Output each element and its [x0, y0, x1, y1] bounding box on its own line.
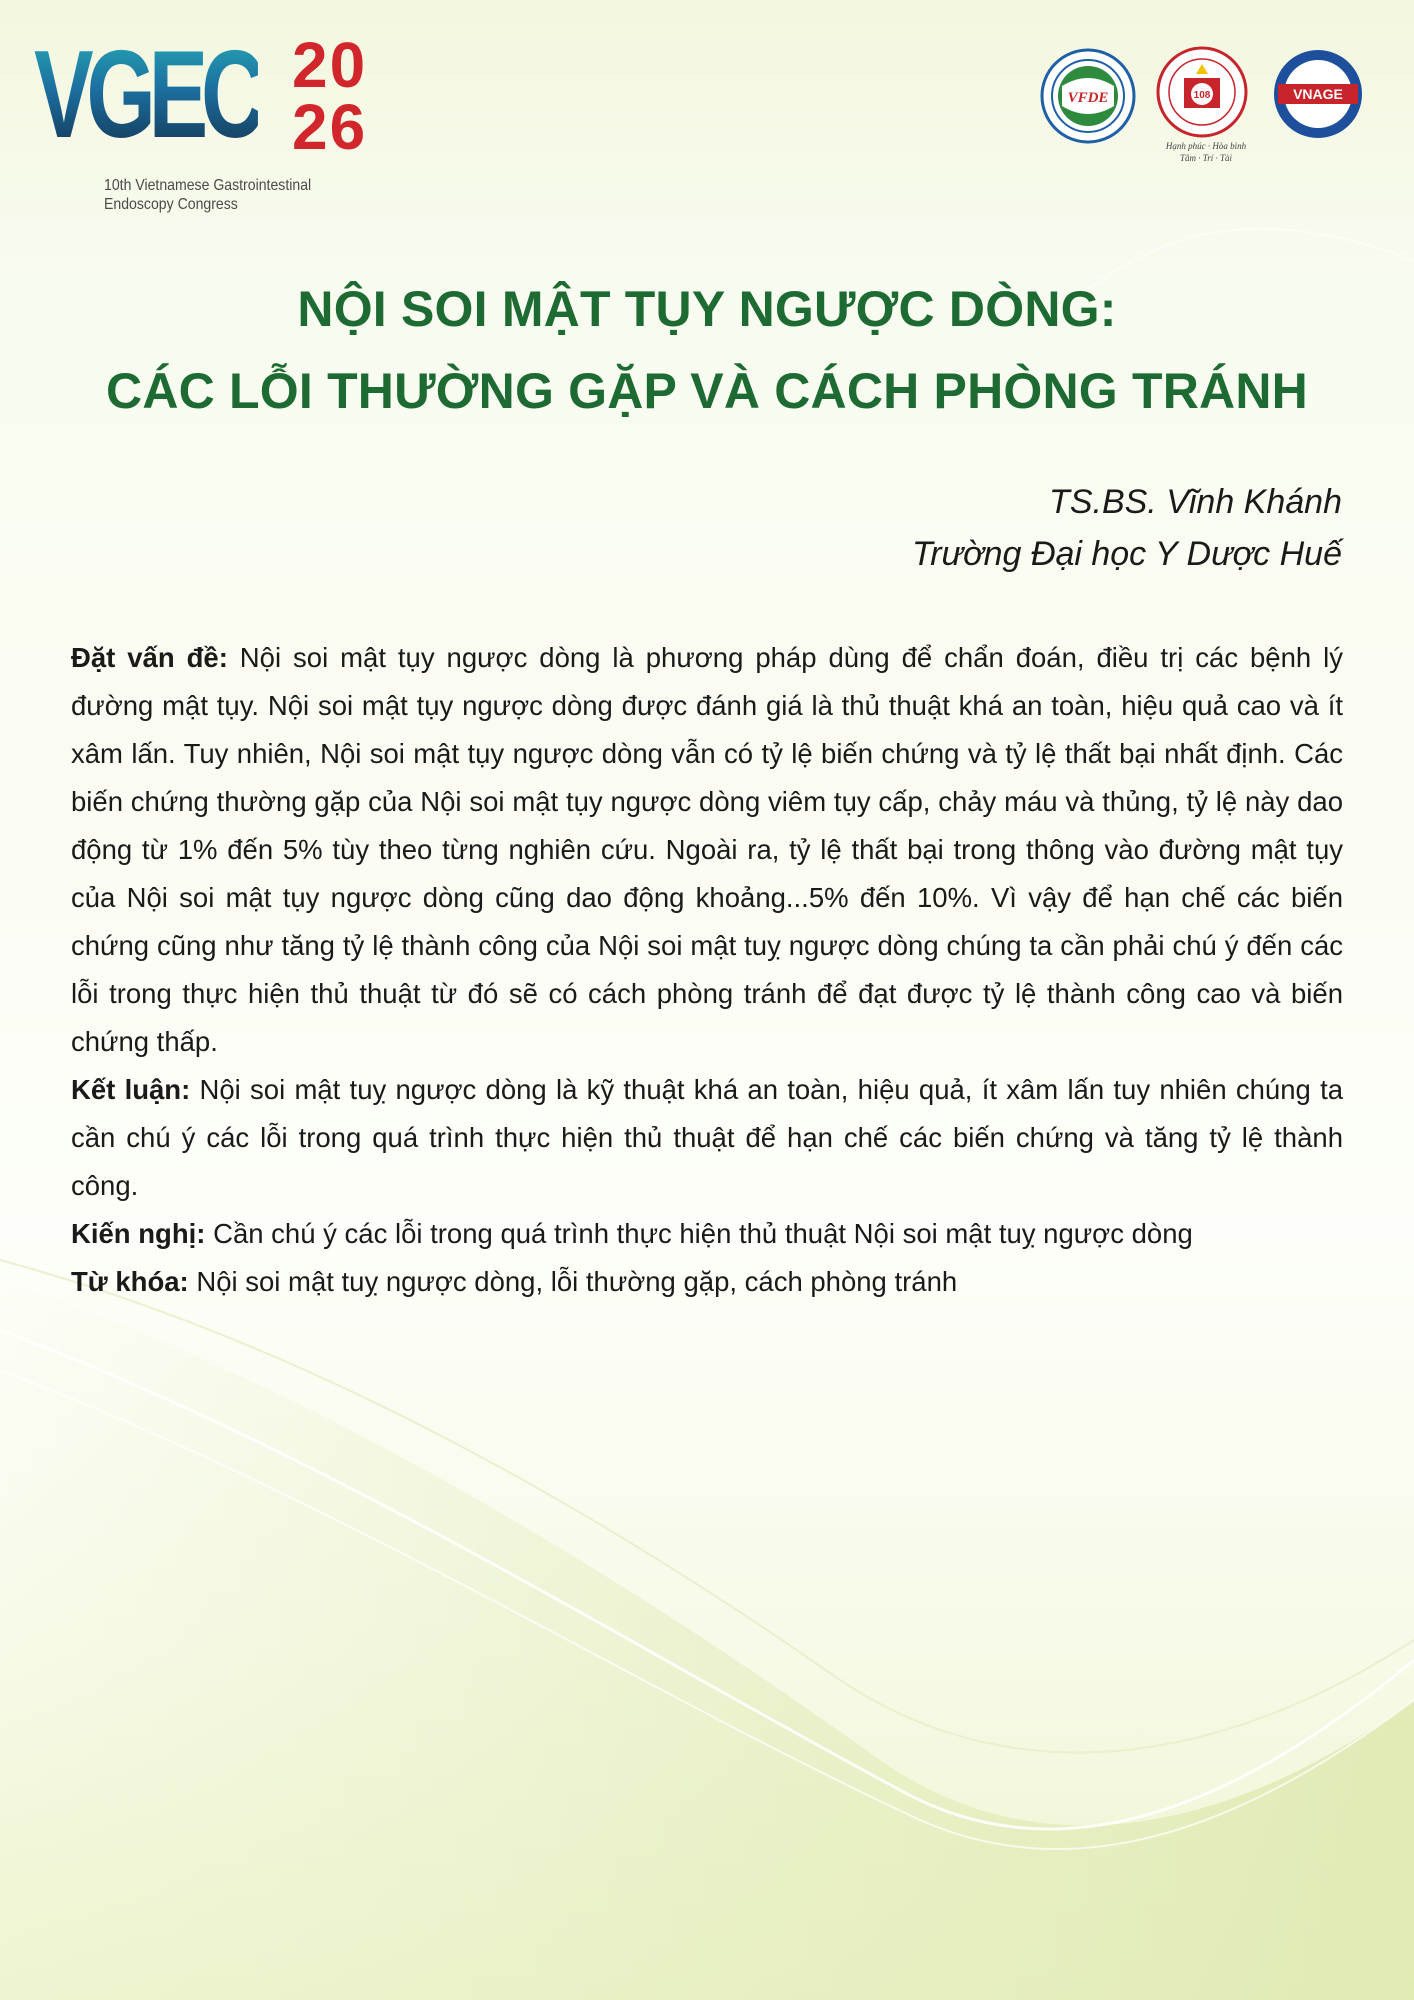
vgec-logo-year-bottom: 26 — [292, 91, 368, 163]
hospital-slogan — [1146, 140, 1266, 164]
vgec-logo-subtitle-line2: Endoscopy Congress — [104, 196, 238, 213]
section-label: Kết luận: — [71, 1074, 191, 1105]
vgec-2026-logo — [34, 26, 414, 220]
section-recommendation — [71, 1210, 1343, 1258]
vgec-logo-word: VGEC — [34, 26, 259, 164]
section-background — [71, 634, 1343, 1066]
section-label: Từ khóa: — [71, 1266, 189, 1297]
section-text: Nội soi mật tuỵ ngược dòng là kỹ thuật khá an toàn, hiệu quả, ít xâm lấn tuy nhiên chúng ta cần chú ý các lỗi trong quá trình thực hiện thủ thuật để hạn chế các biến chứng và tăng tỷ lệ thành công. — [71, 1074, 1343, 1201]
section-text: Nội soi mật tuỵ ngược dòng, lỗi thường gặp, cách phòng tránh — [188, 1266, 958, 1297]
abstract-title-line1: NỘI SOI MẬT TỤY NGƯỢC DÒNG: — [297, 281, 1117, 337]
vfde-seal-text: VFDE — [1067, 90, 1109, 106]
hospital-slogan-line2: Tâm · Trí · Tài — [1179, 153, 1233, 163]
section-conclusion — [71, 1066, 1343, 1210]
section-label: Kiến nghị: — [71, 1218, 206, 1249]
section-text: Nội soi mật tụy ngược dòng là phương pháp dùng để chẩn đoán, điều trị các bệnh lý đường mật tụy. Nội soi mật tụy ngược dòng được đánh giá là thủ thuật khá an toàn, hiệu quả cao và ít xâm lấn. Tuy nhiên, Nội soi mật tụy ngược dòng vẫn có tỷ lệ biến chứng và tỷ lệ thất bại nhất định. Các biến chứng thường gặp của Nội soi mật tụy ngược dòng viêm tụy cấp, chảy máu và thủng, tỷ lệ này dao động từ 1% đến 5% tùy theo từng nghiên cứu. Ngoài ra, tỷ lệ thất bại trong thông vào đường mật tụy của Nội soi mật tụy ngược dòng cũng dao động khoảng...5% đến 10%. Vì vậy để hạn chế các biến chứng cũng như tăng tỷ lệ thành công của Nội soi mật tuỵ ngược dòng chúng ta cần phải chú ý đến các lỗi trong thực hiện thủ thuật từ đó sẽ có cách phòng tránh để đạt được tỷ lệ thành công cao và biến chứng thấp. — [71, 642, 1344, 1057]
section-keywords — [71, 1258, 1343, 1306]
vnage-seal-icon — [1272, 48, 1364, 140]
author-block — [912, 476, 1342, 580]
section-label: Đặt vấn đề: — [71, 642, 228, 673]
hospital-slogan-line1: Hạnh phúc · Hòa bình — [1165, 141, 1247, 151]
vfde-seal-icon — [1040, 48, 1136, 144]
abstract-body — [71, 634, 1343, 1306]
vgec-logo-subtitle — [104, 176, 315, 214]
abstract-title — [60, 268, 1354, 432]
vgec-logo-subtitle-line1: 10th Vietnamese Gastrointestinal — [104, 177, 312, 194]
vgec-logo-year-top: 20 — [292, 29, 368, 101]
hospital-seal-number: 108 — [1193, 90, 1211, 101]
military-central-hospital-seal-icon — [1152, 44, 1252, 140]
section-text: Cần chú ý các lỗi trong quá trình thực hiện thủ thuật Nội soi mật tuỵ ngược dòng — [205, 1218, 1193, 1249]
author-affiliation: Trường Đại học Y Dược Huế — [911, 535, 1342, 573]
author-name: TS.BS. Vĩnh Khánh — [1049, 483, 1342, 521]
abstract-title-line2: CÁC LỖI THƯỜNG GẶP VÀ CÁCH PHÒNG TRÁNH — [106, 363, 1308, 419]
vnage-seal-text: VNAGE — [1293, 86, 1343, 102]
vgec-logo-year — [292, 29, 432, 163]
